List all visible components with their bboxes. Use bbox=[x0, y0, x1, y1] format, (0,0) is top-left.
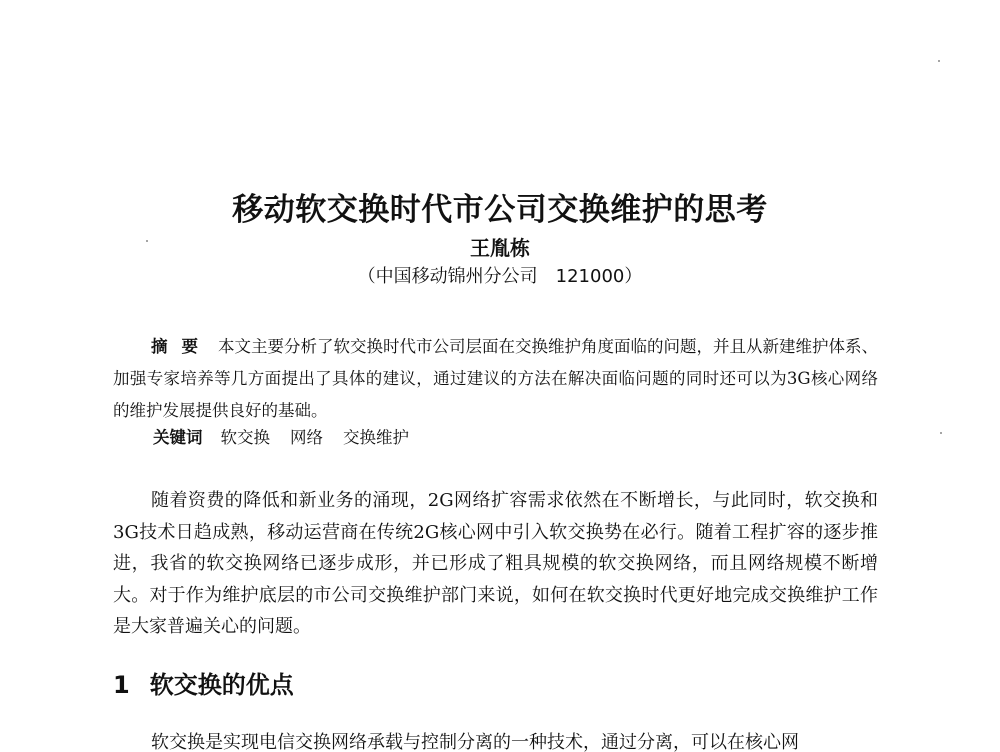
keyword: 软交换 bbox=[220, 428, 270, 447]
scan-speck bbox=[146, 240, 148, 242]
section-title: 软交换的优点 bbox=[149, 671, 294, 699]
keywords bbox=[153, 426, 429, 450]
scan-speck bbox=[940, 432, 942, 434]
author-affiliation bbox=[0, 262, 1000, 288]
abstract bbox=[113, 331, 878, 427]
affiliation-text: （中国移动锦州分公司 bbox=[357, 266, 538, 287]
keyword: 交换维护 bbox=[343, 428, 409, 447]
keywords-label: 关键词 bbox=[153, 428, 203, 447]
intro-paragraph: 随着资费的降低和新业务的涌现，2G网络扩容需求依然在不断增长，与此同时，软交换和3G技术日趋成熟，移动运营商在传统2G核心网中引入软交换势在必行。随着工程扩容的逐步推进，我省的软交换网络已逐步成形，并已形成了粗具规模的软交换网络，而且网络规模不断增大。对于作为维护底层的市公司交换维护部门来说，如何在软交换时代更好地完成交换维护工作是大家普遍关心的问题。 bbox=[113, 490, 878, 637]
abstract-text: 本文主要分析了软交换时代市公司层面在交换维护角度面临的问题，并且从新建维护体系、加强专家培养等几方面提出了具体的建议，通过建议的方法在解决面临问题的同时还可以为3G核心网络的维护发展提供良好的基础。 bbox=[113, 337, 878, 420]
author-name: 王胤栋 bbox=[470, 236, 530, 260]
paper-title: 移动软交换时代市公司交换维护的思考 bbox=[232, 192, 768, 228]
scan-speck bbox=[938, 60, 940, 62]
affiliation-postcode: 121000） bbox=[555, 266, 643, 287]
section-heading bbox=[113, 665, 294, 700]
abstract-label: 摘要 bbox=[151, 337, 212, 356]
keyword: 网络 bbox=[290, 428, 323, 447]
truncated-paragraph: 软交换是实现电信交换网络承载与控制分离的一种技术，通过分离，可以在核心网 bbox=[151, 732, 799, 752]
section-number: 1 bbox=[113, 671, 130, 699]
